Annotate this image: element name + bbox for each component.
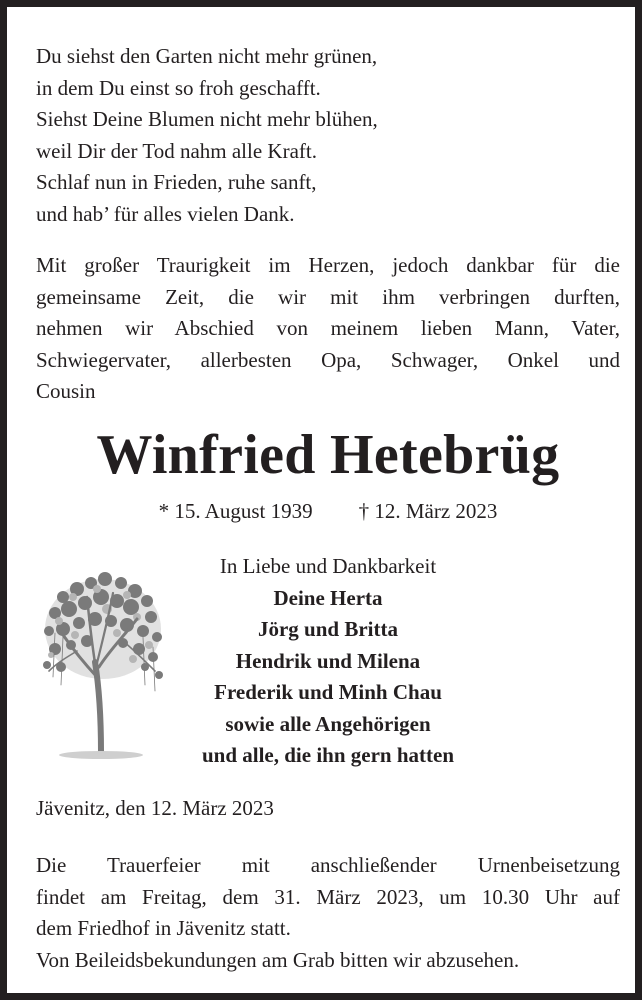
- poem-line: und hab’ für alles vielen Dank.: [36, 201, 295, 226]
- intro-text: [36, 250, 620, 408]
- mourners-heading: In Liebe und Dankbarkeit: [219, 554, 437, 578]
- intro-line: nehmen wir Abschied von meinem lieben Mann, Vater,: [36, 316, 620, 340]
- mourners-block: [157, 551, 499, 772]
- tree-icon: [33, 567, 173, 762]
- mourner-name: Hendrik und Milena: [235, 648, 421, 673]
- service-info: [36, 850, 620, 976]
- poem-line: in dem Du einst so froh geschafft.: [36, 75, 321, 100]
- service-line: findet am Freitag, dem 31. März 2023, um 10.30 Uhr auf: [36, 884, 620, 909]
- intro-line: gemeinsame Zeit, die wir mit ihm verbringen durften,: [36, 284, 620, 309]
- mourner-name: sowie alle Angehörigen: [225, 711, 431, 736]
- service-line: dem Friedhof in Jävenitz statt.: [36, 916, 291, 940]
- death-date: † 12. März 2023: [358, 499, 498, 523]
- life-dates: [7, 496, 642, 526]
- poem-line: Siehst Deine Blumen nicht mehr blühen,: [36, 107, 378, 131]
- service-line: Von Beileidsbekundungen am Grab bitten wir abzusehen.: [36, 947, 520, 972]
- birth-date: * 15. August 1939: [158, 499, 313, 523]
- mourner-name: Jörg und Britta: [257, 617, 398, 641]
- intro-line: Mit großer Traurigkeit im Herzen, jedoch dankbar für die: [36, 253, 620, 277]
- deceased-name: Winfried Hetebrüg: [96, 424, 560, 486]
- poem-line: Schlaf nun in Frieden, ruhe sanft,: [36, 170, 317, 194]
- poem-line: weil Dir der Tod nahm alle Kraft.: [36, 138, 317, 163]
- intro-line: Cousin: [36, 379, 96, 403]
- mourner-name: und alle, die ihn gern hatten: [201, 743, 455, 767]
- mourner-name: Frederik und Minh Chau: [214, 680, 442, 704]
- mourner-name: Deine Herta: [273, 585, 383, 610]
- service-line: Die Trauerfeier mit anschließender Urnenbeisetzung: [36, 853, 620, 877]
- poem-line: Du siehst den Garten nicht mehr grünen,: [36, 44, 378, 68]
- poem: [36, 41, 626, 230]
- place-and-date: Jävenitz, den 12. März 2023: [36, 796, 274, 820]
- intro-line: Schwiegervater, allerbesten Opa, Schwager, Onkel und: [36, 347, 620, 372]
